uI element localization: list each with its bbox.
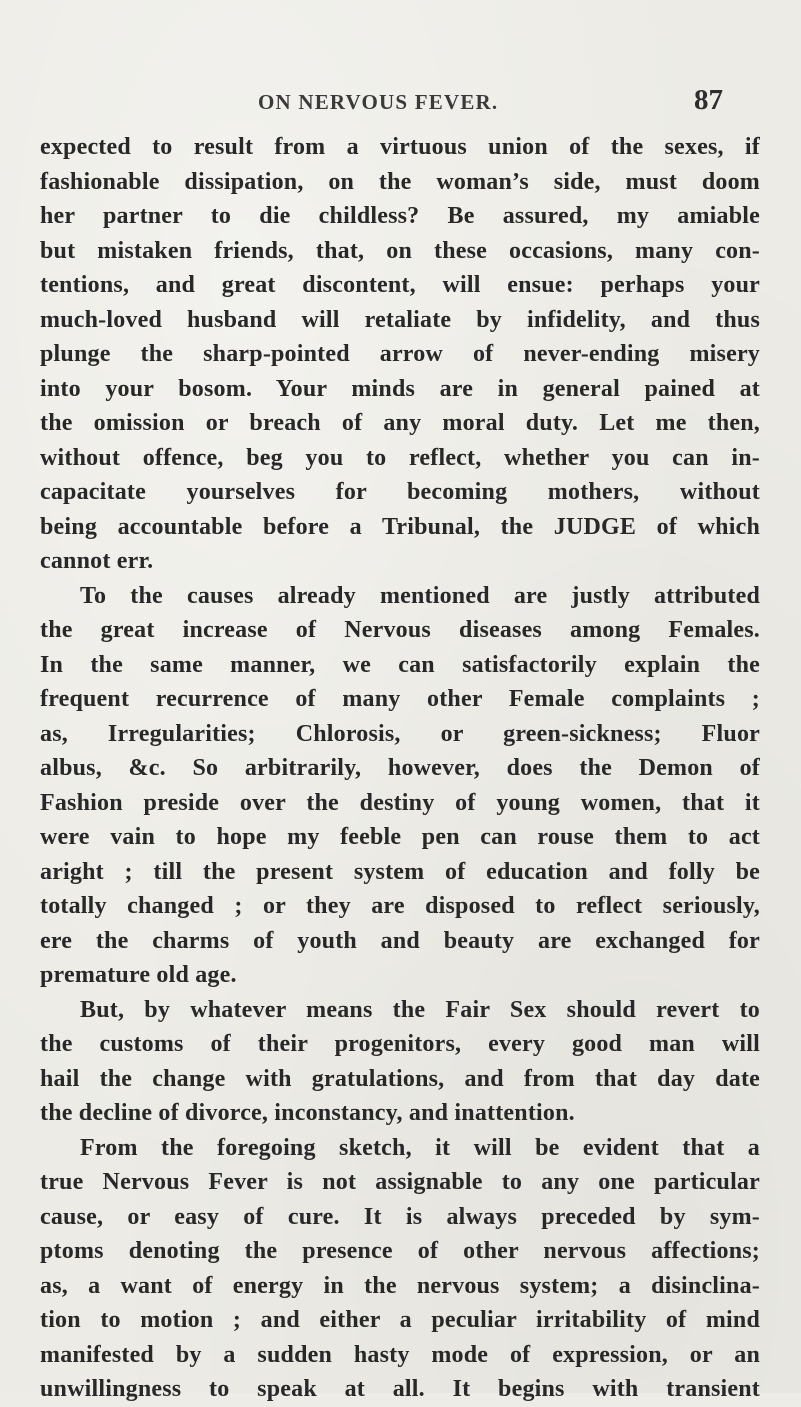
paragraph-start-line: But, by whatever means the Fair Sex should revert to (80, 996, 760, 1023)
text-line: hail the change with gratulations, and from that day date (40, 1065, 760, 1092)
paragraph-end-line: premature old age. (40, 962, 237, 988)
text-line: the customs of their progenitors, every good man will (40, 1031, 760, 1057)
text-line: being accountable before a Tribunal, the JUDGE of which (40, 513, 760, 540)
text-line: tion to motion ; and either a peculiar irritability of mind (40, 1307, 760, 1333)
text-line: were vain to hope my feeble pen can rouse them to act (40, 824, 760, 850)
text-line: expected to result from a virtuous union of the sexes, if (40, 134, 760, 160)
text-line: as, Irregularities; Chlorosis, or green-sickness; Fluor (40, 720, 760, 747)
text-line: manifested by a sudden hasty mode of expression, or an (40, 1341, 760, 1368)
text-line: totally changed ; or they are disposed to reflect seriously, (40, 893, 760, 919)
text-line: In the same manner, we can satisfactorily explain the (40, 651, 760, 678)
text-line: tentions, and great discontent, will ensue: perhaps your (40, 272, 760, 298)
running-head: ON NERVOUS FEVER. (258, 90, 499, 114)
text-line: aright ; till the present system of education and folly be (40, 858, 760, 885)
text-line: much-loved husband will retaliate by infidelity, and thus (40, 306, 760, 333)
paragraph-start-line: From the foregoing sketch, it will be evident that a (80, 1134, 760, 1161)
text-line: into your bosom. Your minds are in general pained at (40, 375, 760, 402)
text-line: true Nervous Fever is not assignable to any one particular (40, 1169, 760, 1195)
text-line: Fashion preside over the destiny of young women, that it (40, 789, 760, 816)
text-line: plunge the sharp-pointed arrow of never-ending misery (40, 341, 760, 367)
text-line: the omission or breach of any moral duty. Let me then, (40, 410, 760, 436)
text-line: but mistaken friends, that, on these occasions, many con- (40, 237, 760, 264)
paragraph-start-line: To the causes already mentioned are justly attributed (80, 582, 760, 609)
text-line: capacitate yourselves for becoming mothers, without (40, 479, 760, 505)
text-line: ptoms denoting the presence of other nervous affections; (40, 1238, 760, 1264)
page-number: 87 (694, 84, 723, 116)
text-line: cause, or easy of cure. It is always preceded by sym- (40, 1203, 760, 1230)
text-line: fashionable dissipation, on the woman’s side, must doom (40, 168, 760, 195)
text-line: the great increase of Nervous diseases among Females. (40, 617, 760, 643)
text-line: without offence, beg you to reflect, whether you can in- (40, 444, 760, 471)
paragraph-end-line: the decline of divorce, inconstancy, and inattention. (40, 1100, 575, 1126)
text-line: frequent recurrence of many other Female complaints ; (40, 686, 760, 712)
text-line: albus, &c. So arbitrarily, however, does the Demon of (40, 755, 760, 781)
text-line: as, a want of energy in the nervous system; a disinclina- (40, 1272, 760, 1299)
text-line: her partner to die childless? Be assured, my amiable (40, 203, 760, 229)
text-line: unwillingness to speak at all. It begins with transient (40, 1376, 760, 1402)
paragraph-end-line: cannot err. (40, 548, 154, 574)
text-line: ere the charms of youth and beauty are exchanged for (40, 927, 760, 954)
body-text (40, 130, 760, 1407)
